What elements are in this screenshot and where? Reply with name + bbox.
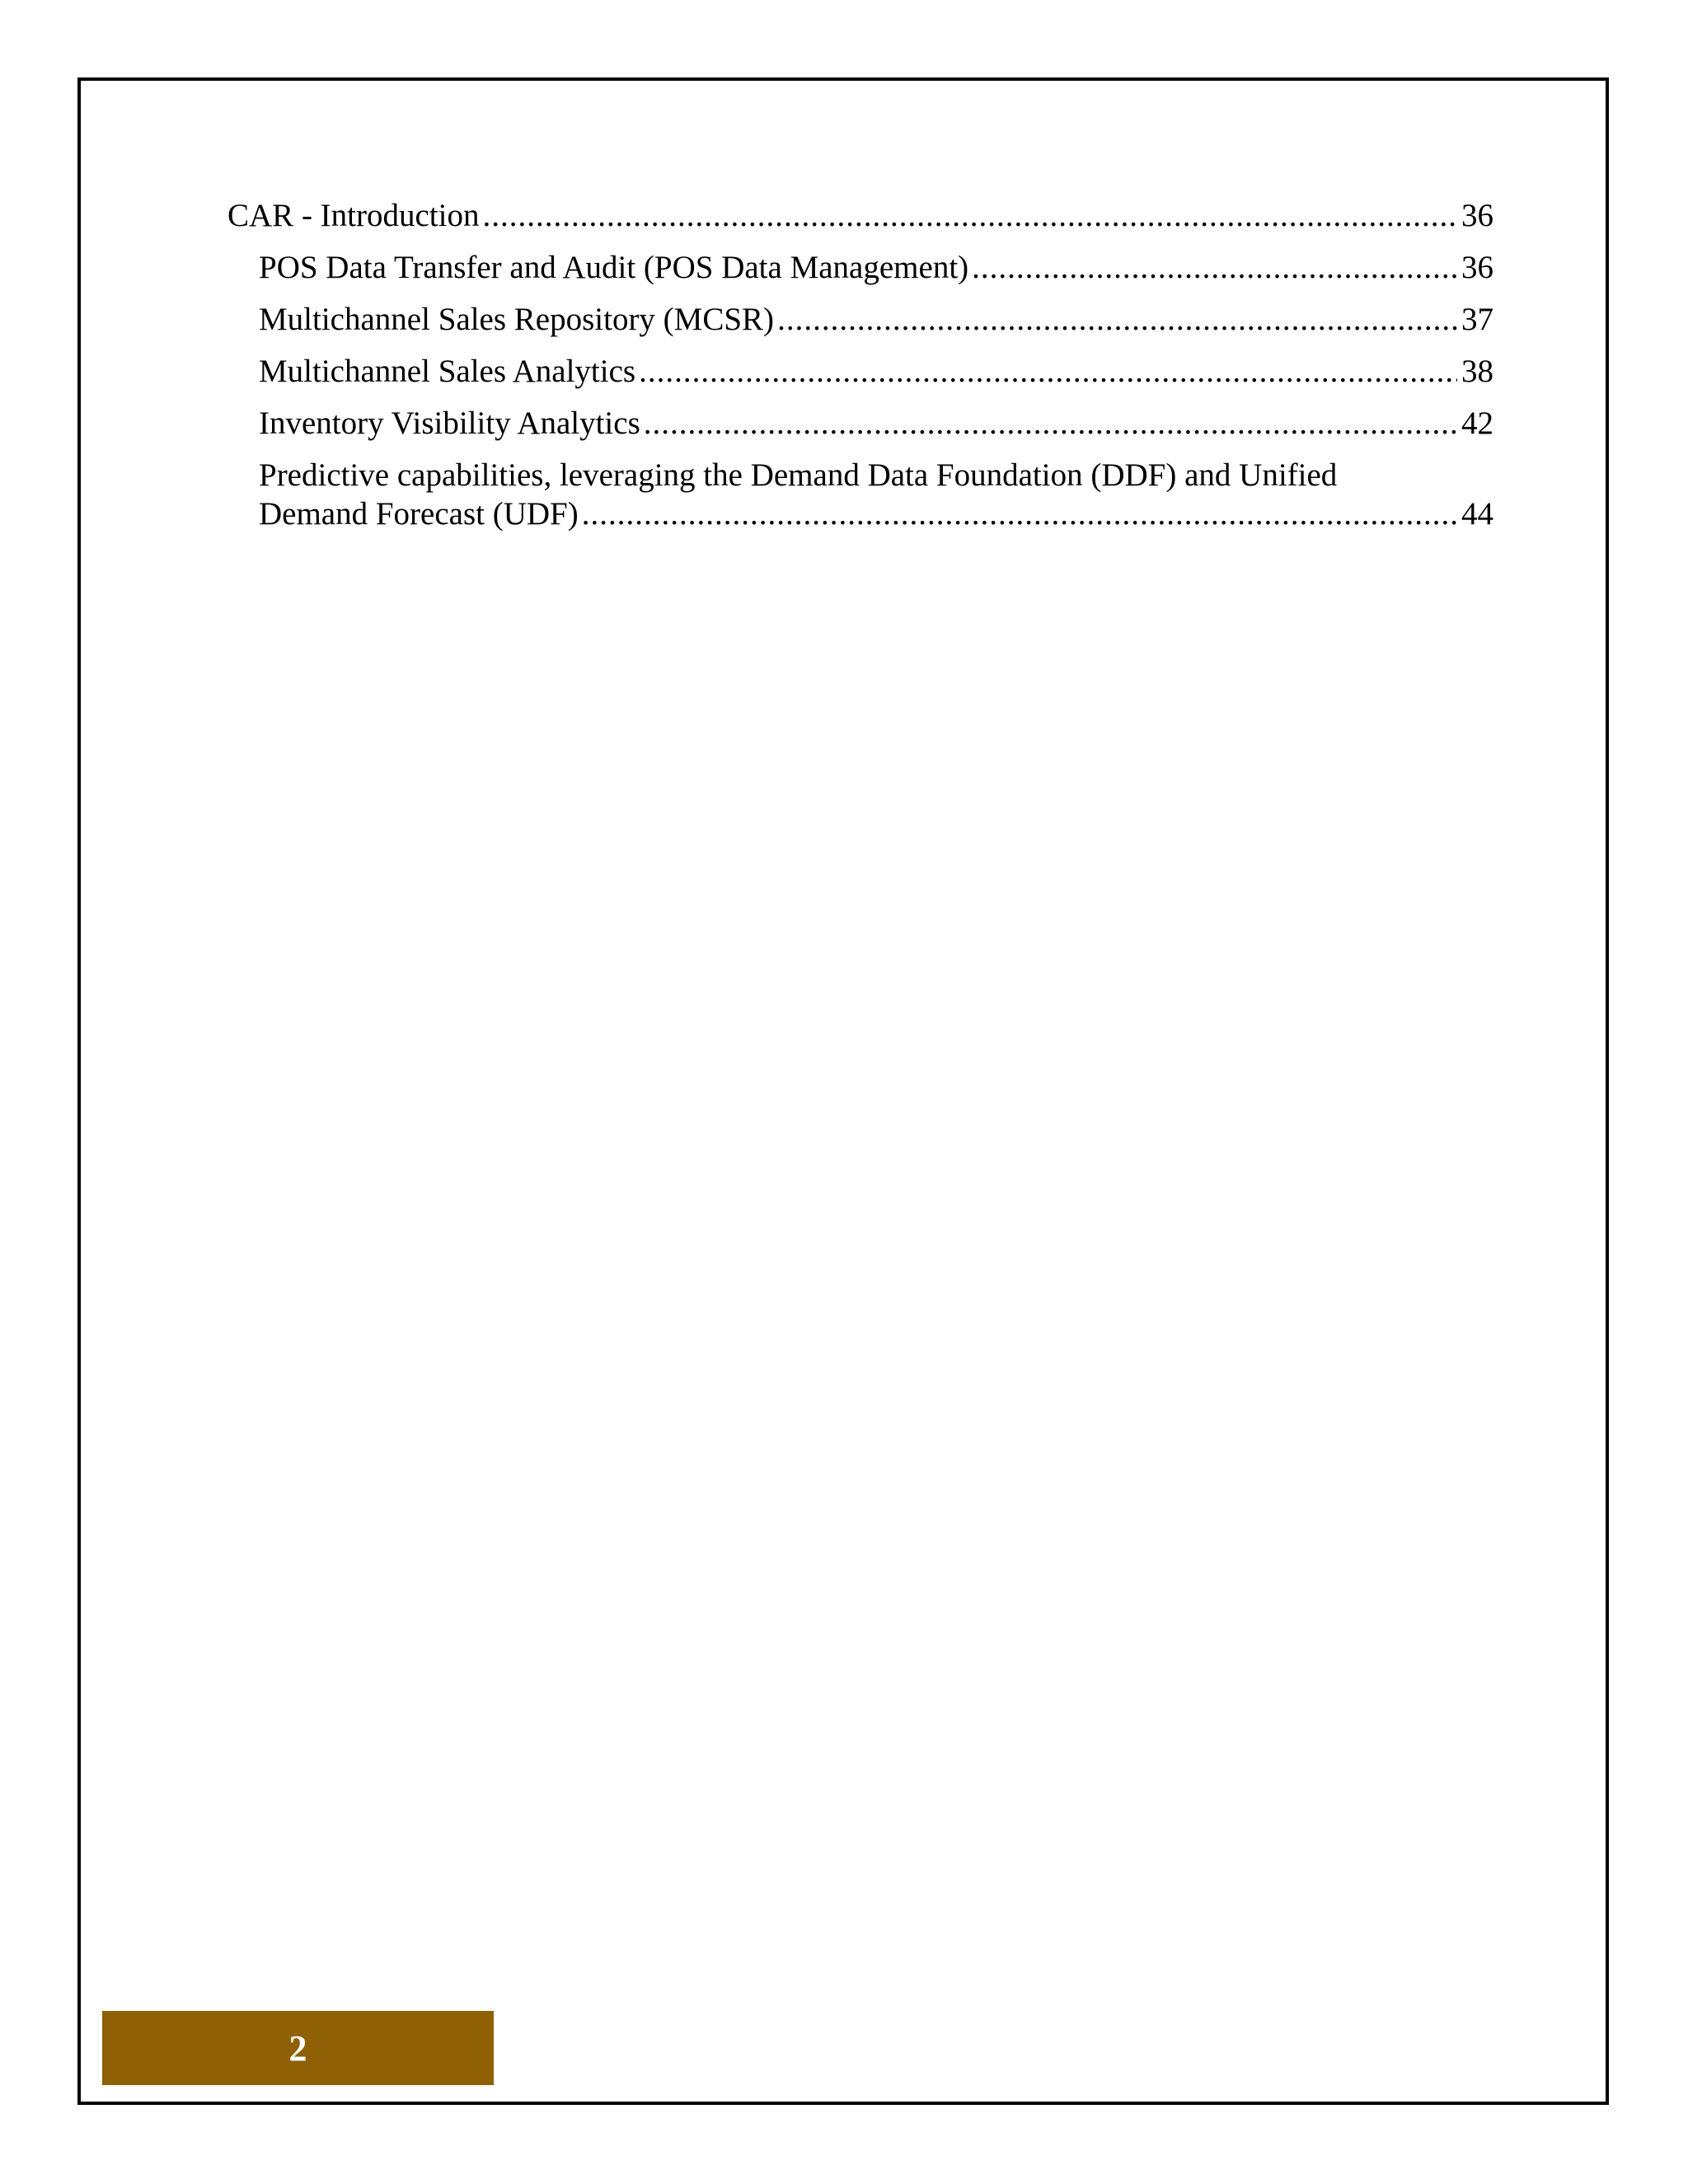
toc-entry-page: 38 — [1461, 354, 1493, 389]
toc-dot-leader — [482, 196, 1457, 235]
toc-entry-pos-data-transfer[interactable] — [259, 248, 1493, 287]
toc-entry-multichannel-sales-analytics[interactable] — [259, 352, 1493, 391]
toc-entry-title: CAR - Introduction — [227, 198, 480, 233]
toc-entry-title: Multichannel Sales Analytics — [259, 354, 636, 389]
toc-entry-title-line2: Demand Forecast (UDF) — [259, 496, 579, 532]
page-number-footer — [102, 2011, 494, 2085]
toc-dot-leader — [644, 404, 1457, 443]
toc-entry-page: 36 — [1461, 198, 1493, 233]
toc-dot-leader — [582, 494, 1457, 533]
toc-dot-leader — [777, 300, 1457, 339]
toc-entry-page: 37 — [1461, 302, 1493, 337]
toc-entry-mcsr[interactable] — [259, 300, 1493, 339]
toc-dot-leader — [639, 352, 1457, 391]
toc-entry-title-line1: Predictive capabilities, leveraging the Demand Data Foundation (DDF) and Unified — [259, 457, 1338, 493]
toc-entry-page: 42 — [1461, 405, 1493, 441]
toc-dot-leader — [972, 248, 1457, 287]
toc-entry-predictive-capabilities[interactable] — [259, 456, 1493, 533]
page-number: 2 — [288, 2027, 307, 2069]
toc-entry-page: 44 — [1461, 496, 1493, 532]
toc-entry-title: Inventory Visibility Analytics — [259, 405, 640, 441]
toc-entry-page: 36 — [1461, 250, 1493, 285]
toc-entry-title: POS Data Transfer and Audit (POS Data Management) — [259, 250, 969, 285]
toc-entry-car-introduction[interactable] — [227, 196, 1493, 235]
toc-entry-inventory-visibility[interactable] — [259, 404, 1493, 443]
toc-entry-title: Multichannel Sales Repository (MCSR) — [259, 302, 775, 337]
table-of-contents — [227, 196, 1493, 546]
